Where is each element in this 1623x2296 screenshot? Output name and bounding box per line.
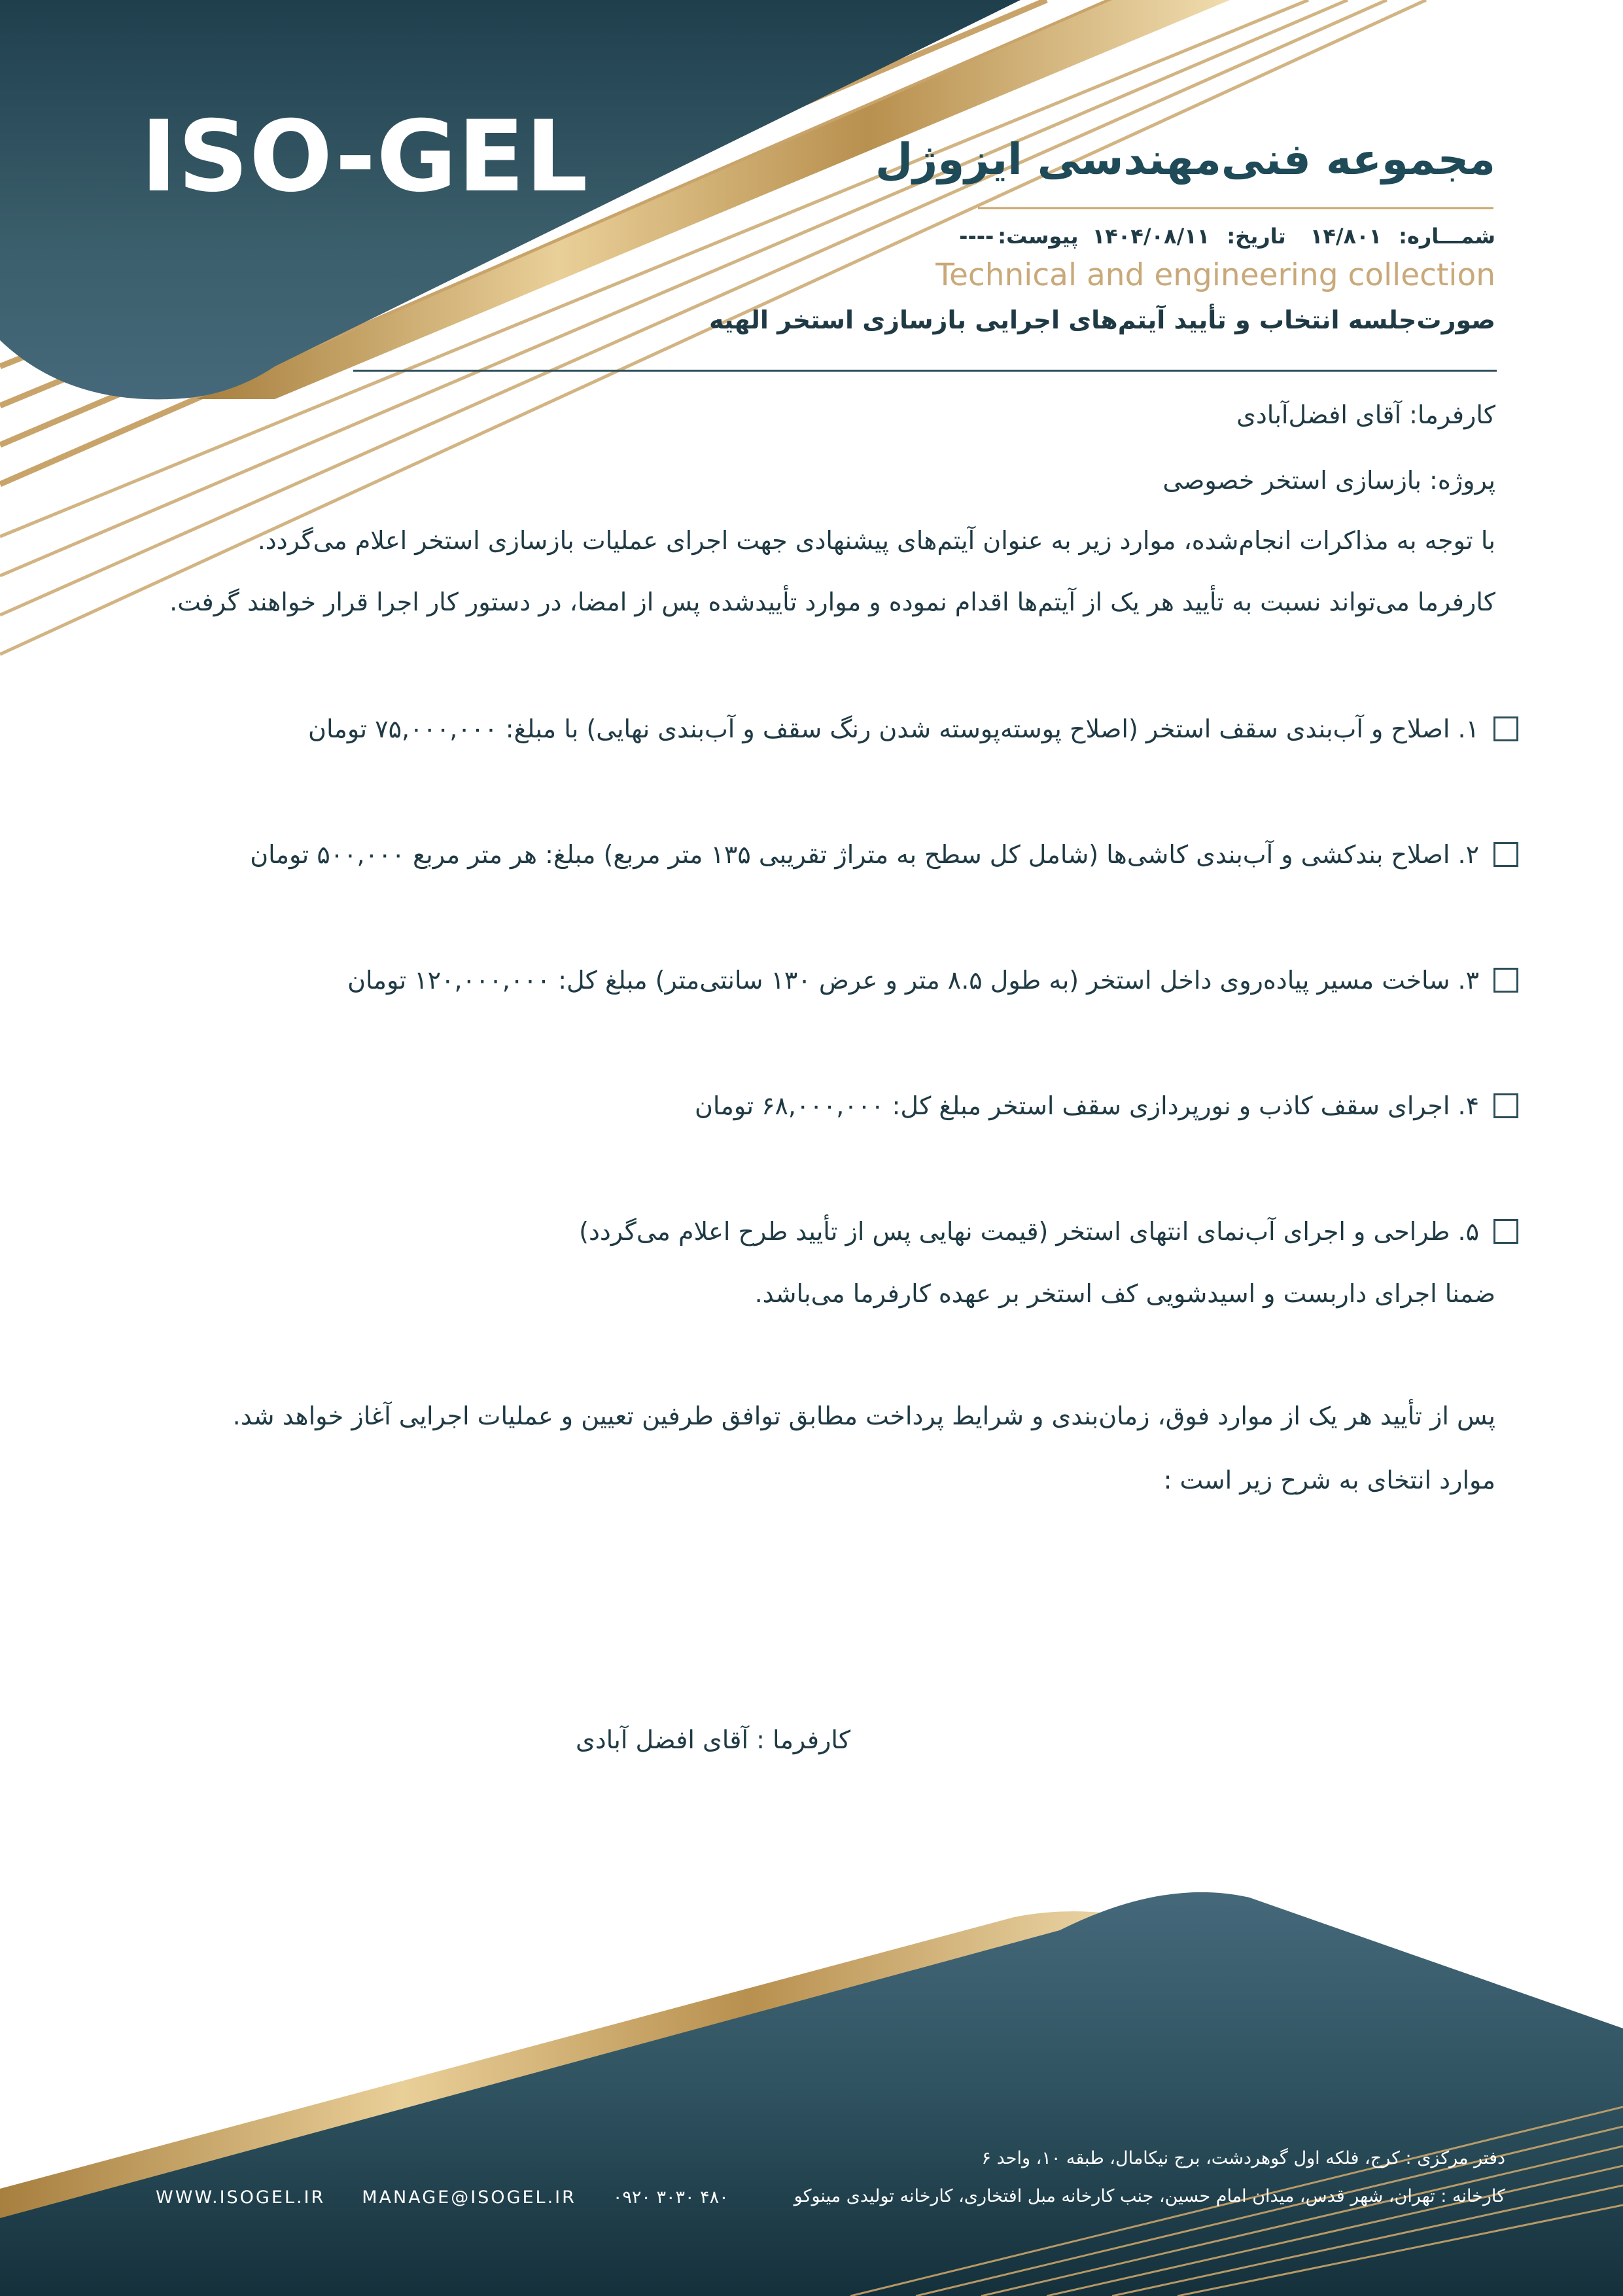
reference-date: ۱۴۰۴/۰۸/۱۱: [1092, 224, 1210, 249]
office-address: دفتر مرکزی : کرج، فلکه اول گوهردشت، برج نیکامال، طبقه ۱۰، واحد ۶: [981, 2148, 1505, 2168]
header-divider: [353, 370, 1497, 372]
project-line: پروژه: بازسازی استخر خصوصی: [1162, 466, 1495, 495]
attachment-value: ----: [959, 224, 994, 249]
option-text: ۲. اصلاح بندکشی و آب‌بندی کاشی‌ها (شامل کل سطح به متراژ تقریبی ۱۳۵ متر مربع) مبلغ: هر متر مربع ۵۰۰,۰۰۰ تومان: [250, 840, 1479, 869]
reference-number: ۱۴/۸۰۱: [1310, 224, 1382, 249]
option-item-5[interactable]: [579, 1217, 1518, 1246]
checkbox[interactable]: [1493, 1093, 1518, 1118]
note-text: ضمنا اجرای داربست و اسیدشویی کف استخر بر عهده کارفرما می‌باشد.: [754, 1279, 1495, 1308]
option-text: ۱. اصلاح و آب‌بندی سقف استخر (اصلاح پوسته‌پوسته شدن رنگ سقف و آب‌بندی نهایی) با مبلغ: ۷۵,۰۰۰,۰۰۰ تومان: [308, 715, 1479, 743]
option-item-4[interactable]: [695, 1091, 1518, 1120]
closing-paragraph-2: موارد انتخای به شرح زیر است :: [1163, 1466, 1495, 1494]
intro-paragraph-2: کارفرما می‌تواند نسبت به تأیید هر یک از آیتم‌ها اقدام نموده و موارد تأییدشده پس از امضا، در دستور کار اجرا قرار خواهند گرفت.: [169, 588, 1495, 616]
attachment-label: پیوست:: [998, 224, 1079, 249]
factory-address: کارخانه : تهران، شهر قدس، میدان امام حسین، جنب کارخانه مبل افتخاری، کارخانه تولیدی مینوکو: [794, 2186, 1505, 2206]
option-item-1[interactable]: [308, 715, 1518, 743]
number-label: شمـــاره:: [1399, 224, 1495, 249]
document-title: صورت‌جلسه انتخاب و تأیید آیتم‌های اجرایی بازسازی استخر الهیه: [708, 306, 1495, 334]
checkbox[interactable]: [1493, 842, 1518, 867]
option-item-3[interactable]: [347, 966, 1518, 995]
email-link[interactable]: MANAGE@ISOGEL.IR: [362, 2187, 576, 2208]
date-label: تاریخ:: [1227, 224, 1286, 249]
footer-teal-shape: [0, 1892, 1623, 2296]
option-text: ۴. اجرای سقف کاذب و نورپردازی سقف استخر مبلغ کل: ۶۸,۰۰۰,۰۰۰ تومان: [694, 1091, 1479, 1120]
checkbox[interactable]: [1493, 1219, 1518, 1244]
option-text: ۳. ساخت مسیر پیاده‌روی داخل استخر (به طول ۸.۵ متر و عرض ۱۳۰ سانتی‌متر) مبلغ کل: ۱۲۰,۰۰۰,۰۰۰ تومان: [347, 966, 1479, 995]
option-item-2[interactable]: [250, 840, 1518, 869]
phone-number: ۰۹۲۰ ۳۰۳۰ ۴۸۰: [612, 2187, 729, 2208]
intro-paragraph-1: با توجه به مذاکرات انجام‌شده، موارد زیر به عنوان آیتم‌های پیشنهادی جهت اجرای عملیات بازسازی استخر اعلام می‌گردد.: [257, 526, 1495, 555]
checkbox[interactable]: [1493, 968, 1518, 993]
company-name: مجموعه فنی‌مهندسی ایزوژل: [875, 134, 1495, 185]
website-link[interactable]: WWW.ISOGEL.IR: [156, 2187, 326, 2208]
english-subtitle: Technical and engineering collection: [935, 257, 1495, 293]
checkbox[interactable]: [1493, 716, 1518, 741]
client-signature-label: کارفرما : آقای افضل آبادی: [576, 1725, 851, 1754]
reference-line: [942, 224, 1495, 249]
option-text: ۵. طراحی و اجرای آب‌نمای انتهای استخر (قیمت نهایی پس از تأیید طرح اعلام می‌گردد): [579, 1217, 1479, 1246]
logo-wordmark: ISO-GEL: [141, 100, 589, 214]
footer-contacts: [156, 2187, 729, 2208]
closing-paragraph-1: پس از تأیید هر یک از موارد فوق، زمان‌بندی و شرایط پرداخت مطابق توافق طرفین تعیین و عملیات اجرایی آغاز خواهد شد.: [232, 1402, 1495, 1430]
client-line: کارفرما: آقای افضل‌آبادی: [1236, 400, 1495, 429]
